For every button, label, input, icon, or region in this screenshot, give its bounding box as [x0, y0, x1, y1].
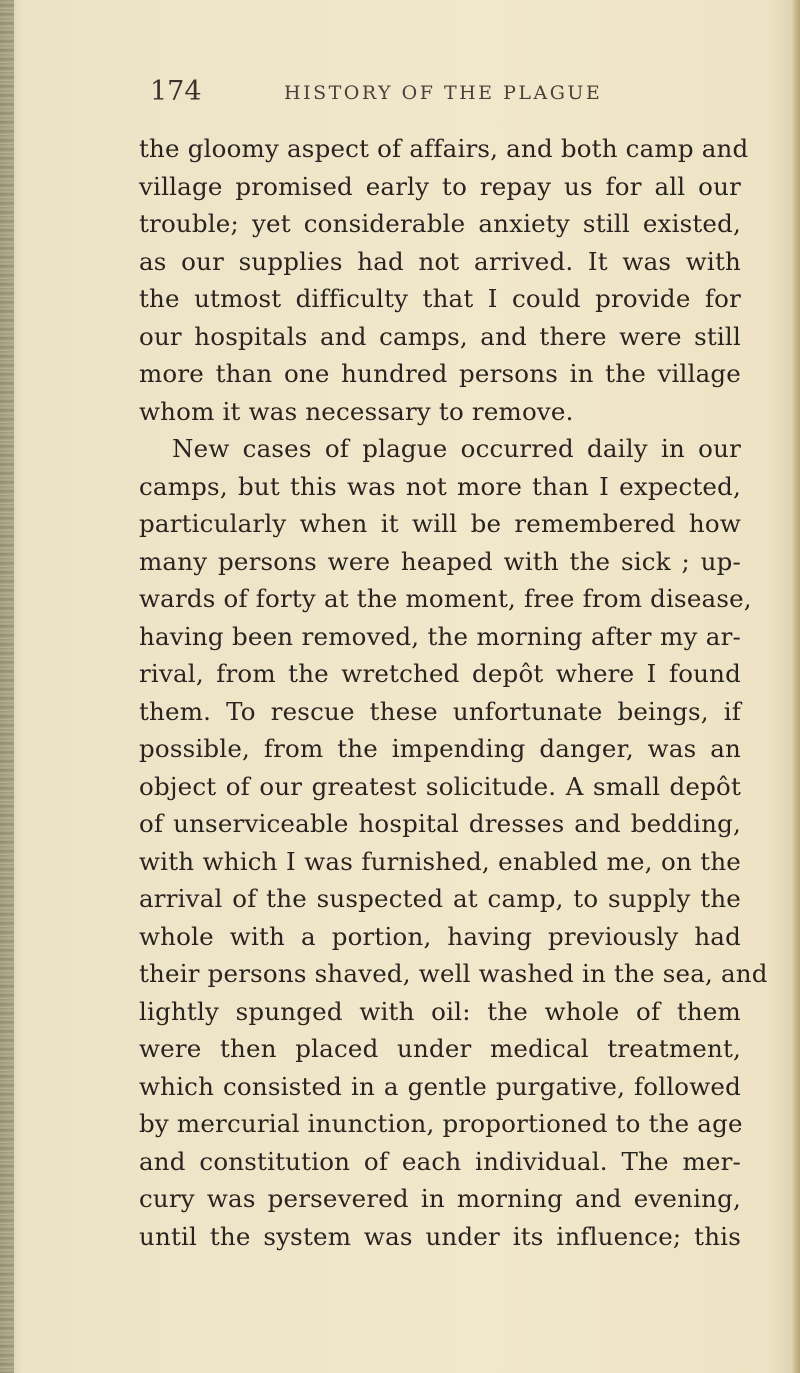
text-line: New cases of plague occurred daily in our [172, 434, 741, 463]
text-line: as our supplies had not arrived. It was with [139, 246, 741, 276]
running-head: HISTORY OF THE PLAGUE [284, 82, 603, 104]
text-line: our hospitals and camps, and there were still [139, 321, 741, 351]
page-binding-edge [0, 0, 14, 1373]
text-line: lightly spunged with oil: the whole of them [139, 996, 741, 1026]
body-text [139, 130, 768, 1255]
text-line: arrival of the suspected at camp, to supply the [139, 884, 741, 913]
text-line: and constitution of each individual. The mer- [139, 1146, 741, 1176]
text-line: object of our greatest solicitude. A small depôt [139, 771, 741, 801]
text-line: their persons shaved, well washed in the sea, and [139, 959, 768, 988]
text-line: having been removed, the morning after my ar- [139, 621, 741, 651]
text-line: cury was persevered in morning and evening, [139, 1184, 741, 1213]
text-line: were then placed under medical treatment, [139, 1034, 741, 1063]
text-line: which consisted in a gentle purgative, followed [139, 1071, 741, 1101]
text-line: many persons were heaped with the sick ; up- [139, 546, 741, 576]
text-line: village promised early to repay us for all our [139, 171, 741, 201]
page-number: 174 [150, 76, 202, 107]
text-line: whom it was necessary to remove. [139, 396, 574, 426]
page-header [150, 76, 670, 116]
text-line: the gloomy aspect of affairs, and both camp and [139, 134, 749, 163]
text-line: until the system was under its influence; this [139, 1221, 741, 1251]
text-line: particularly when it will be remembered how [139, 509, 741, 538]
text-line: more than one hundred persons in the village [139, 359, 741, 388]
text-line: of unserviceable hospital dresses and bedding, [139, 809, 741, 838]
text-line: camps, but this was not more than I expected, [139, 471, 741, 501]
text-line: rival, from the wretched depôt where I found [139, 659, 741, 688]
text-line: with which I was furnished, enabled me, on the [139, 846, 741, 876]
text-line: wards of forty at the moment, free from disease, [139, 584, 752, 613]
text-line: trouble; yet considerable anxiety still existed, [139, 209, 741, 238]
text-line: by mercurial inunction, proportioned to the age [139, 1109, 743, 1138]
text-line: the utmost difficulty that I could provide for [139, 284, 741, 313]
page-right-edge [790, 0, 800, 1373]
text-line: possible, from the impending danger, was an [139, 734, 741, 763]
text-line: whole with a portion, having previously had [139, 921, 741, 951]
text-line: them. To rescue these unfortunate beings, if [139, 696, 741, 726]
